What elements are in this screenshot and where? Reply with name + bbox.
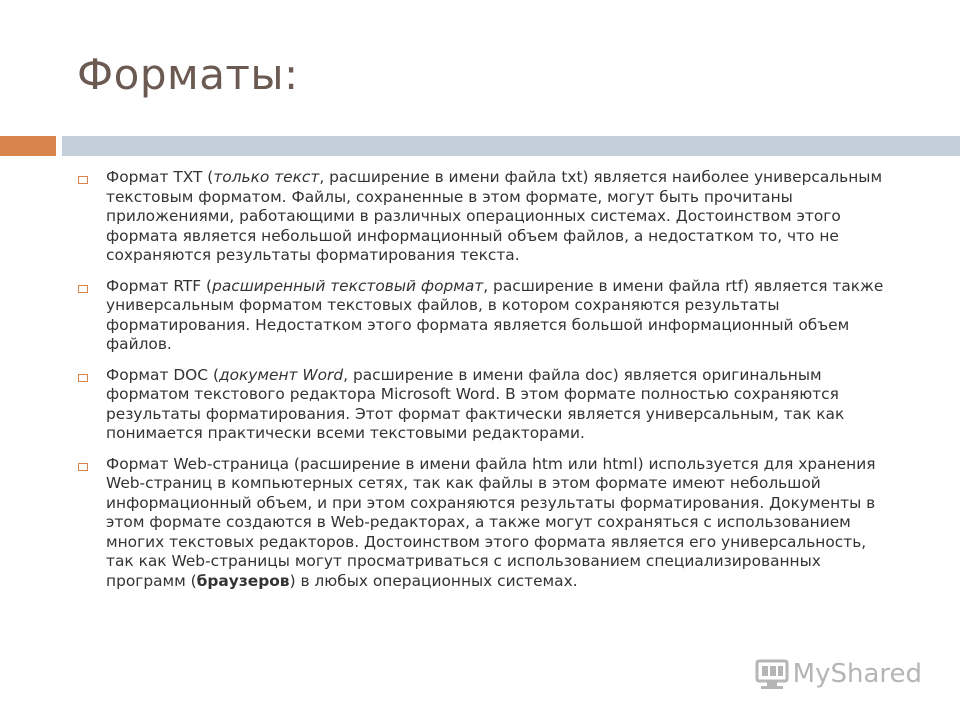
bullet-list bbox=[78, 168, 898, 602]
item-text bbox=[106, 168, 898, 266]
hollow-square-bullet-icon bbox=[78, 176, 88, 184]
italic-text: документ Word bbox=[218, 365, 344, 384]
list-item bbox=[78, 455, 898, 592]
logo-text: MyShared bbox=[792, 659, 922, 689]
text-part: , расширение в имени файла doc) является оригинальным форматом текстового редактора Microsoft Word. В этом формате полностью сохраняются результаты форматирования. Этот формат фактически является универсальным, так как понимается практически всеми текстовыми редакторами. bbox=[106, 365, 845, 442]
text-part: , расширение в имени файла rtf) является также универсальным форматом текстовых файлов, в котором сохраняются результаты форматирования. Недостатком этого формата является большой информационный объем файлов. bbox=[106, 276, 884, 353]
hollow-square-bullet-icon bbox=[78, 463, 88, 471]
slide-title: Форматы: bbox=[77, 50, 299, 99]
text-part: Формат RTF ( bbox=[106, 276, 213, 295]
text-part: Формат TXT ( bbox=[106, 168, 214, 186]
italic-text: только текст bbox=[213, 168, 320, 186]
bold-text: браузеров bbox=[196, 571, 290, 590]
header-band bbox=[62, 136, 960, 156]
list-item bbox=[78, 277, 898, 355]
item-text bbox=[106, 455, 898, 592]
list-item bbox=[78, 168, 898, 266]
text-part: Формат Web-страница (расширение в имени файла htm или html) используется для хранения Web-страниц в компьютерных сетях, так как файлы в этом формате имеют небольшой информационный объем, и при этом сохраняются результаты форматирования. Документы в этом формате создаются в Web-редакторах, а также могут сохраняться с использованием многих текстовых редакторов. Достоинством этого формата является его универсальность, так как Web-страницы могут просматриваться с использованием специализированных программ ( bbox=[106, 454, 876, 590]
hollow-square-bullet-icon bbox=[78, 374, 88, 382]
text-part: , расширение в имени файла txt) является наиболее универсальным текстовым форматом. Файлы, сохраненные в этом формате, могут быть прочитаны приложениями, работающими в различных операционных системах. Достоинством этого формата является небольшой информационный объем файлов, а недостатком то, что не сохраняются результаты форматирования текста. bbox=[106, 168, 883, 264]
item-text bbox=[106, 366, 898, 444]
item-text bbox=[106, 277, 898, 355]
hollow-square-bullet-icon bbox=[78, 285, 88, 293]
myshared-logo-icon bbox=[755, 658, 789, 690]
accent-bar bbox=[0, 136, 56, 156]
text-part: ) в любых операционных системах. bbox=[289, 571, 578, 590]
italic-text: расширенный текстовый формат bbox=[212, 276, 484, 295]
list-item bbox=[78, 366, 898, 444]
watermark-logo bbox=[755, 658, 922, 690]
text-part: Формат DOC ( bbox=[106, 365, 219, 384]
